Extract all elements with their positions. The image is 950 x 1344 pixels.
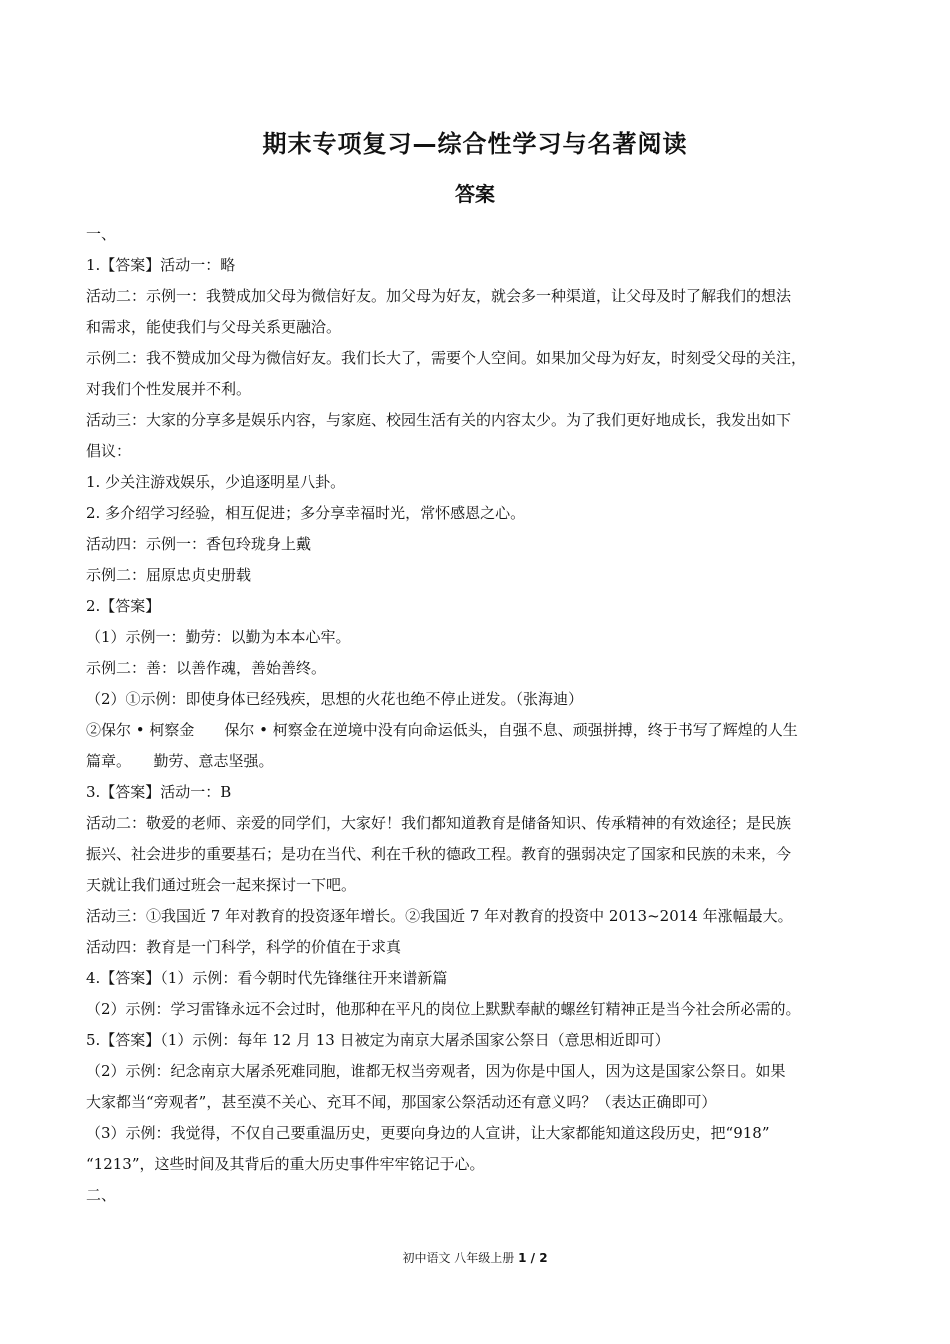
text-line: 二、 xyxy=(86,1186,117,1204)
text-line: 活动四：教育是一门科学，科学的价值在于求真 xyxy=(86,938,402,956)
text-line: “1213”，这些时间及其背后的重大历史事件牢牢铭记于心。 xyxy=(86,1155,485,1173)
text-line: 示例二：善：以善作魂，善始善终。 xyxy=(86,659,327,677)
text-line: （1）示例一：勤劳：以勤为本本心牢。 xyxy=(86,628,351,646)
answer-body xyxy=(86,219,866,1211)
text-line: （2）示例：学习雷锋永远不会过时，他那种在平凡的岗位上默默奉献的螺丝钉精神正是当今社会所必需的。 xyxy=(86,1000,801,1018)
text-line: 振兴、社会进步的重要基石；是功在当代、利在千秋的德政工程。教育的强弱决定了国家和民族的未来，今 xyxy=(86,845,792,863)
footer-page-number: 1 / 2 xyxy=(518,1251,548,1265)
text-line: 3.【答案】活动一：B xyxy=(86,783,232,801)
text-line: 4.【答案】（1）示例：看今朝时代先锋继往开来谱新篇 xyxy=(86,969,448,987)
text-line: 活动三：①我国近 7 年对教育的投资逐年增长。②我国近 7 年对教育的投资中 2013~2014 年涨幅最大。 xyxy=(86,907,793,925)
text-line: 2. 多介绍学习经验，相互促进；多分享幸福时光，常怀感恩之心。 xyxy=(86,504,526,522)
page-subtitle: 答案 xyxy=(455,182,495,206)
text-line: 大家都当“旁观者”，甚至漠不关心、充耳不闻，那国家公祭活动还有意义吗？（表达正确即可） xyxy=(86,1093,717,1111)
page-title: 期末专项复习—综合性学习与名著阅读 xyxy=(262,130,688,158)
text-line: 活动二：敬爱的老师、亲爱的同学们，大家好！我们都知道教育是储备知识、传承精神的有效途径；是民族 xyxy=(86,814,792,832)
text-line: 活动二：示例一：我赞成加父母为微信好友。加父母为好友，就会多一种渠道，让父母及时了解我们的想法 xyxy=(86,287,792,305)
text-line: 活动四：示例一：香包玲珑身上戴 xyxy=(86,535,312,553)
text-line: 倡议： xyxy=(86,442,132,460)
text-line: 和需求，能使我们与父母关系更融洽。 xyxy=(86,318,342,336)
page-footer xyxy=(0,1249,950,1266)
text-line: （3）示例：我觉得，不仅自己要重温历史，更要向身边的人宣讲，让大家都能知道这段历史，把“918” xyxy=(86,1124,770,1142)
text-line: 示例二：我不赞成加父母为微信好友。我们长大了，需要个人空间。如果加父母为好友，时刻受父母的关注， xyxy=(86,349,807,367)
text-line: （2）①示例：即使身体已经残疾，思想的火花也绝不停止迸发。（张海迪） xyxy=(86,690,584,708)
text-line: 一、 xyxy=(86,225,117,243)
text-line: ②保尔 • 柯察金 保尔 • 柯察金在逆境中没有向命运低头，自强不息、顽强拼搏，终于书写了辉煌的人生 xyxy=(86,721,798,739)
footer-course: 初中语文 八年级上册 xyxy=(402,1251,515,1265)
text-line: 示例二：屈原忠贞史册载 xyxy=(86,566,252,584)
text-line: 1.【答案】活动一：略 xyxy=(86,256,236,274)
text-line: 5.【答案】（1）示例：每年 12 月 13 日被定为南京大屠杀国家公祭日（意思相近即可） xyxy=(86,1031,670,1049)
text-line: （2）示例：纪念南京大屠杀死难同胞，谁都无权当旁观者，因为你是中国人，因为这是国家公祭日。如果 xyxy=(86,1062,786,1080)
text-line: 对我们个性发展并不利。 xyxy=(86,380,252,398)
text-line: 活动三：大家的分享多是娱乐内容，与家庭、校园生活有关的内容太少。为了我们更好地成长，我发出如下 xyxy=(86,411,792,429)
text-line: 2.【答案】 xyxy=(86,597,161,615)
text-line: 1. 少关注游戏娱乐，少追逐明星八卦。 xyxy=(86,473,346,491)
text-line: 篇章。 勤劳、意志坚强。 xyxy=(86,752,274,770)
text-line: 天就让我们通过班会一起来探讨一下吧。 xyxy=(86,876,357,894)
